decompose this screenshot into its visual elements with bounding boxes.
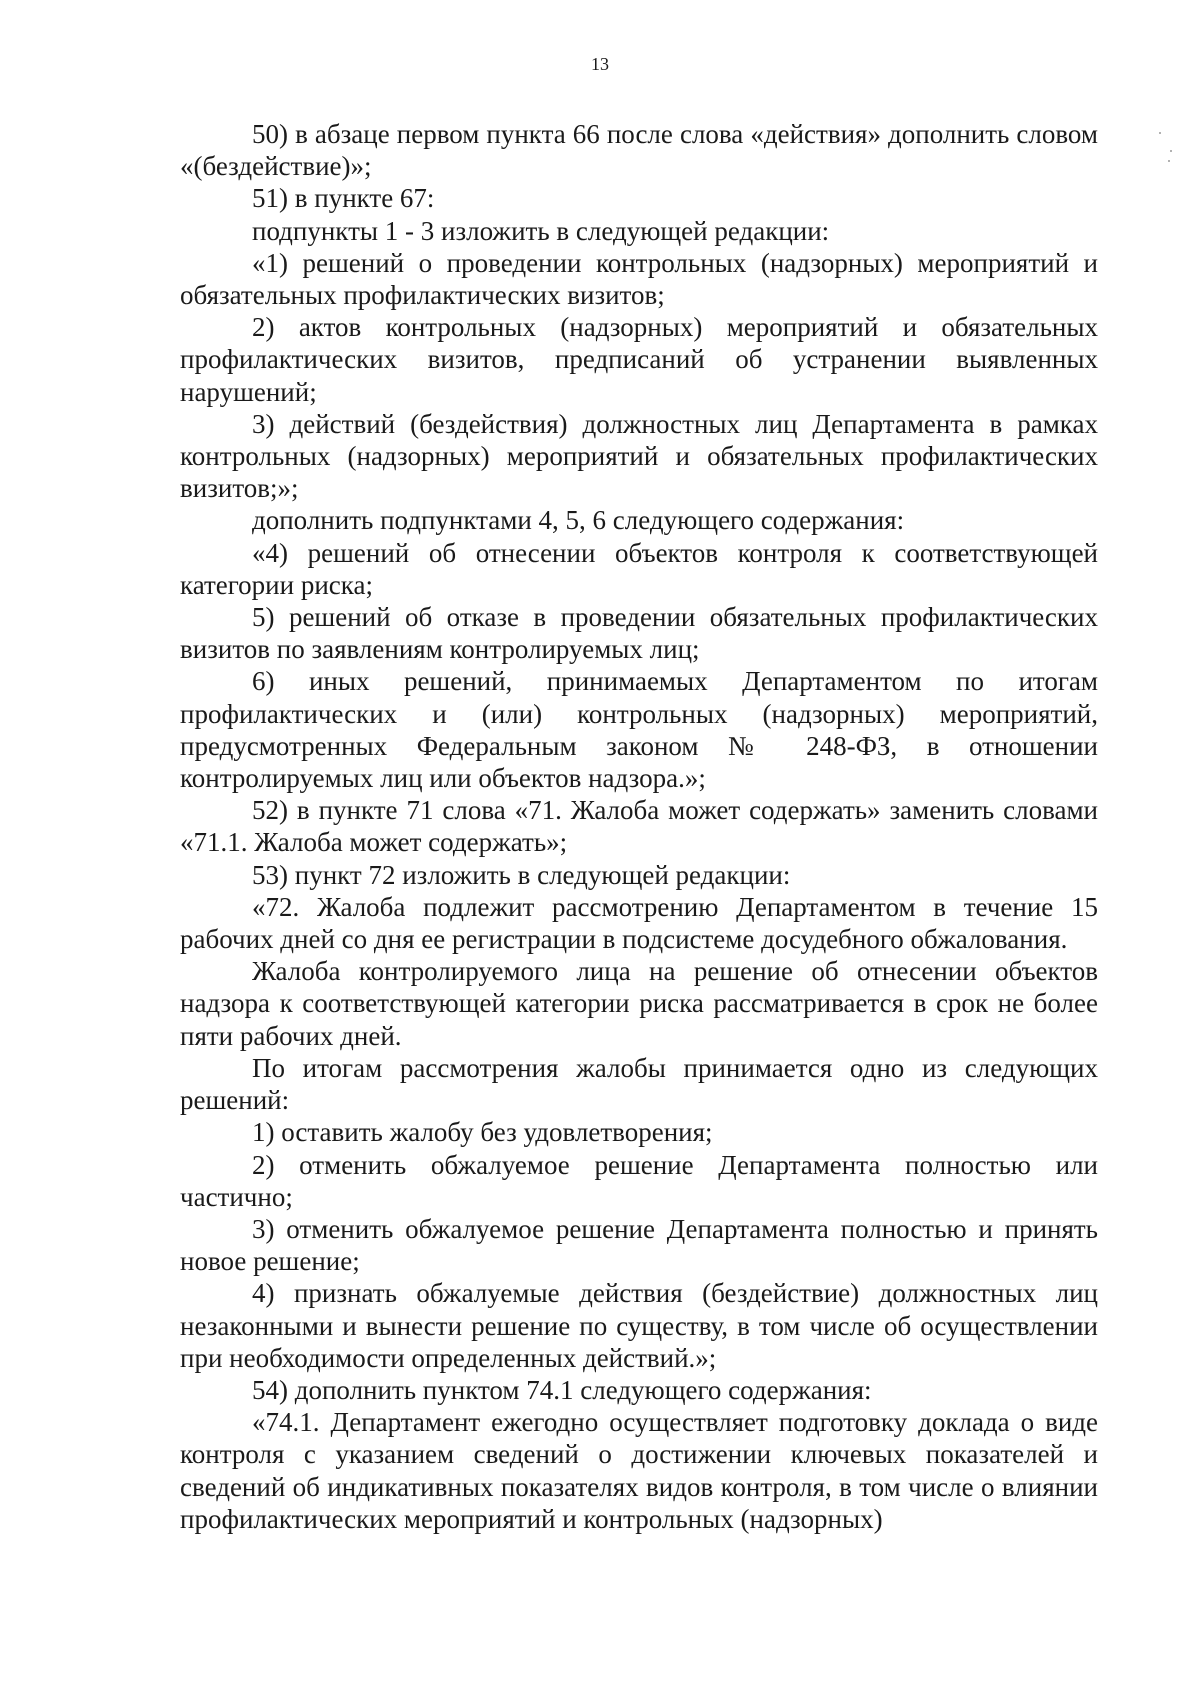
- decision-4: 4) признать обжалуемые действия (бездействие) должностных лиц незаконными и вынести решение по существу, в том числе об осуществлении при необходимости определенных действий.»;: [180, 1278, 1098, 1373]
- decision-3: 3) отменить обжалуемое решение Департамента полностью и принять новое решение;: [180, 1213, 1098, 1277]
- paragraph-52: 52) в пункте 71 слова «71. Жалоба может содержать» заменить словами «71.1. Жалоба может содержать»;: [180, 795, 1098, 858]
- scan-speck: [1159, 132, 1161, 134]
- page-number: 13: [591, 54, 609, 74]
- scan-speck: [1170, 150, 1172, 152]
- subitem-2: 2) актов контрольных (надзорных) мероприятий и обязательных профилактических визитов, предписаний об устранении выявленных нарушений;: [180, 312, 1098, 407]
- item-72-complaint-term: Жалоба контролируемого лица на решение об отнесении объектов надзора к соответствующей категории риска рассматривается в срок не более пяти рабочих дней.: [180, 956, 1098, 1051]
- subitem-3: 3) действий (бездействия) должностных лиц Департамента в рамках контрольных (надзорных) мероприятий и обязательных профилактических визитов;»;: [180, 408, 1098, 504]
- subitem-1: «1) решений о проведении контрольных (надзорных) мероприятий и обязательных профилактических визитов;: [180, 247, 1098, 311]
- paragraph-50: 50) в абзаце первом пункта 66 после слова «действия» дополнить словом «(бездействие)»;: [180, 119, 1098, 182]
- decision-1: 1) оставить жалобу без удовлетворения;: [252, 1117, 713, 1148]
- paragraph-54: 54) дополнить пунктом 74.1 следующего содержания:: [252, 1374, 872, 1405]
- subitem-4: «4) решений об отнесении объектов контроля к соответствующей категории риска;: [180, 537, 1098, 600]
- subitem-5: 5) решений об отказе в проведении обязательных профилактических визитов по заявлениям контролируемых лиц;: [180, 602, 1098, 665]
- paragraph-51-addition: дополнить подпунктами 4, 5, 6 следующего содержания:: [252, 505, 905, 536]
- paragraph-53: 53) пункт 72 изложить в следующей редакции:: [252, 859, 791, 890]
- item-74-1-text: «74.1. Департамент ежегодно осуществляет подготовку доклада о виде контроля с указанием сведений о достижении ключевых показателей и сведений об индикативных показателях видов контроля, в том числе о влиянии профилактических мероприятий и контрольных (надзорных): [180, 1407, 1098, 1534]
- document-body: [180, 118, 1098, 1535]
- paragraph-51-intro: подпункты 1 - 3 изложить в следующей редакции:: [252, 215, 830, 246]
- scan-speck: [1168, 160, 1170, 162]
- decision-2: 2) отменить обжалуемое решение Департамента полностью или частично;: [180, 1149, 1098, 1212]
- item-72-decisions-intro: По итогам рассмотрения жалобы принимается одно из следующих решений:: [180, 1052, 1098, 1116]
- subitem-6: 6) иных решений, принимаемых Департаментом по итогам профилактических и (или) контрольных (надзорных) мероприятий, предусмотренных Федеральным законом № 248-ФЗ, в отношении контролируемых лиц или объектов надзора.»;: [180, 666, 1098, 794]
- paragraph-51: 51) в пункте 67:: [252, 183, 435, 214]
- item-72-text: «72. Жалоба подлежит рассмотрению Департаментом в течение 15 рабочих дней со дня ее регистрации в подсистеме досудебного обжалования.: [180, 891, 1098, 955]
